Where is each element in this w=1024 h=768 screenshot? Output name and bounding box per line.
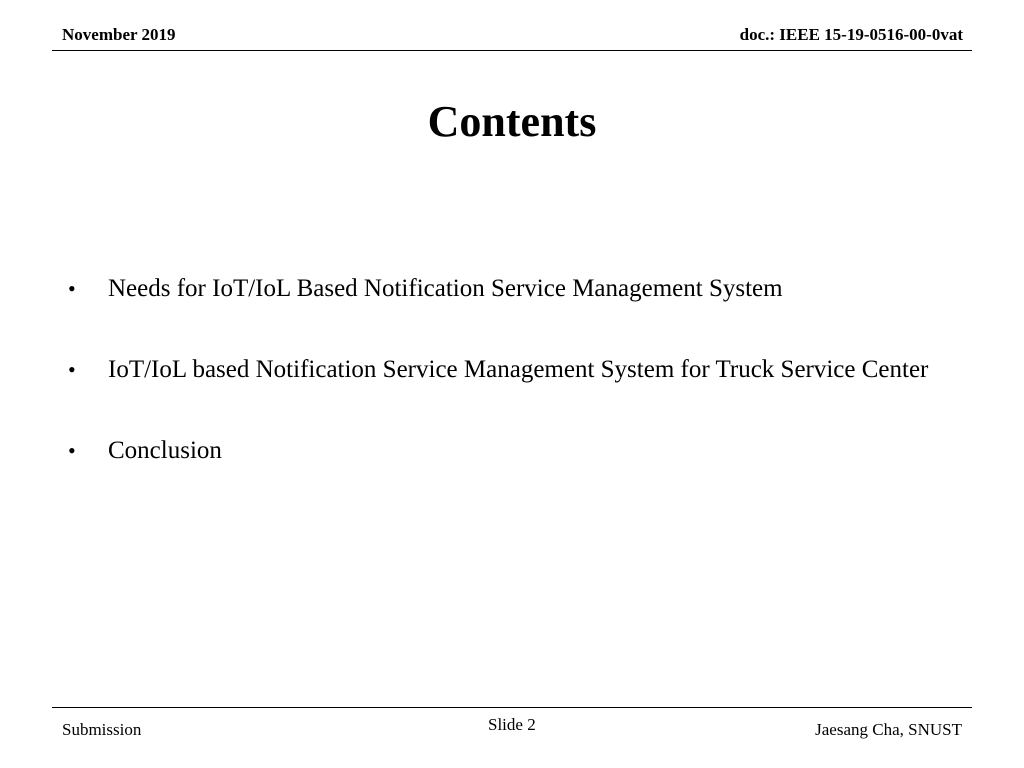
bullet-item — [66, 353, 966, 387]
header-doc-id: doc.: IEEE 15-19-0516-00-0vat — [739, 25, 963, 44]
bullet-dot-icon: • — [68, 357, 76, 382]
bullet-list — [66, 272, 966, 515]
header-date: November 2019 — [62, 25, 176, 44]
bullet-text: Needs for IoT/IoL Based Notification Service Management System — [108, 275, 783, 302]
bullet-text: Conclusion — [108, 437, 222, 464]
bullet-dot-icon: • — [68, 438, 76, 463]
bullet-text: IoT/IoL based Notification Service Management System for Truck Service Center — [108, 356, 929, 383]
bullet-dot-icon: • — [68, 276, 76, 301]
footer-divider — [52, 707, 972, 708]
bullet-item — [66, 272, 966, 306]
slide-title: Contents — [427, 97, 597, 146]
bullet-item — [66, 434, 966, 468]
footer-slide-number: Slide 2 — [488, 715, 536, 734]
footer-submission: Submission — [62, 720, 142, 739]
header-divider — [52, 50, 972, 51]
footer-author: Jaesang Cha, SNUST — [815, 720, 962, 739]
